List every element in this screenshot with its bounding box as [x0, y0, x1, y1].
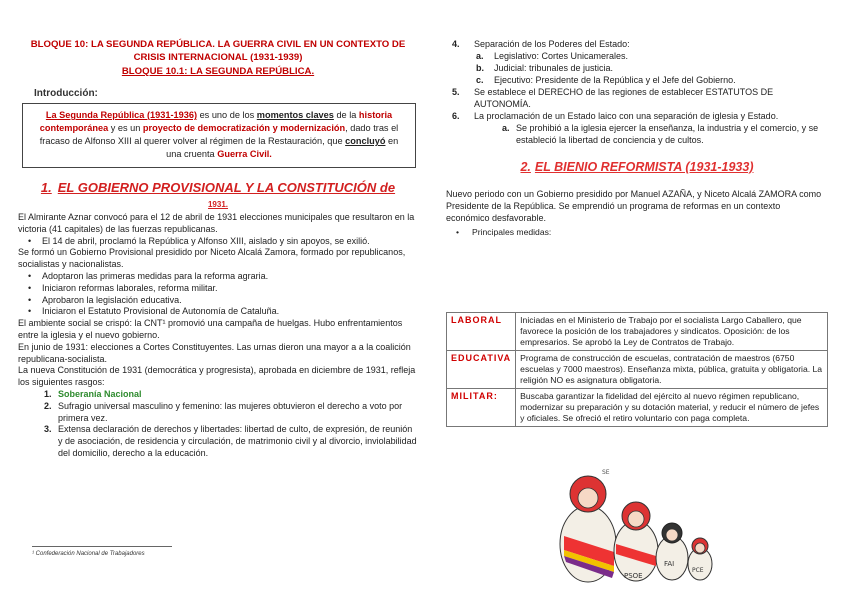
row-label: LABORAL — [447, 313, 516, 351]
title-line-2: CRISIS INTERNACIONAL (1931-1939) — [133, 52, 303, 63]
bullet-education: • Aprobaron la legislación educativa. — [18, 295, 418, 307]
intro-span: en una cruenta — [166, 136, 399, 159]
item-text: Se prohibió a la iglesia ejercer la enseñanza, la industria y el comercio, y se estableció la libertad de conciencia y de cultos. — [516, 123, 819, 145]
item-text: Extensa declaración de derechos y libertades: libertad de culto, de expresión, de reunión y de asociación, de residencia y circulación, de matrimonio civil y al divorcio, inviolabilidad del domicilio, derecho a la educación. — [58, 424, 417, 458]
intro-label: Introducción: — [34, 88, 98, 99]
item-text: Se establece el DERECHO de las regiones de establecer ESTATUTOS DE AUTONOMÍA. — [474, 87, 774, 109]
doll-label: PCE — [692, 567, 704, 574]
section2-number: 2. — [520, 160, 531, 174]
list-subitem — [446, 62, 828, 74]
subtitle: BLOQUE 10.1: LA SEGUNDA REPÚBLICA. — [121, 66, 315, 77]
intro-span: y es un — [108, 123, 143, 133]
section2-title — [446, 160, 828, 174]
footnote-divider — [32, 546, 172, 547]
section1-year: 1931. — [207, 200, 229, 209]
footnote: ¹ Confederación Nacional de Trabajadores — [32, 551, 145, 557]
doll-medium — [614, 502, 658, 581]
item-number: 3. — [44, 424, 52, 435]
item-letter: a. — [476, 51, 484, 61]
doll-label: SE — [602, 469, 610, 476]
constitution-item-1 — [18, 389, 418, 401]
list-subitem — [446, 74, 828, 86]
bullet-main-measures: • Principales medidas: — [446, 227, 828, 237]
list-item — [446, 110, 828, 122]
table-row — [447, 313, 828, 351]
intro-span: , dado tras el fracaso de Alfonso XIII al querer volver al régimen de la Restauración, que — [39, 123, 399, 146]
right-column — [446, 38, 828, 423]
item-number: 5. — [452, 87, 460, 97]
intro-span: proyecto de democratización y modernización — [142, 123, 346, 133]
item-text: Ejecutivo: Presidente de la República y el Jefe del Gobierno. — [494, 75, 736, 85]
intro-span: La Segunda República (1931-1936) — [45, 110, 198, 120]
doll-small — [656, 523, 688, 580]
list-subitem — [446, 50, 828, 62]
row-text: Buscaba garantizar la fidelidad del ejército al nuevo régimen republicano, modernizar su preparación y su dotación material, y reducir el número de jefes y oficiales. Se ofreció el retiro voluntario con paga completa. — [516, 389, 828, 427]
constitution-item-2 — [18, 401, 418, 425]
bullet-agrarian: • Adoptaron las primeras medidas para la reforma agraria. — [18, 271, 418, 283]
section1-title-text: EL GOBIERNO PROVISIONAL Y LA CONSTITUCIÓN de — [57, 180, 396, 195]
paragraph-constitution: La nueva Constitución de 1931 (democrática y progresista), aprobada en diciembre de 1931, refleja los siguientes rasgos: — [18, 365, 416, 388]
item-number: 6. — [452, 111, 460, 121]
item-letter: c. — [476, 75, 484, 85]
item-text: Legislativo: Cortes Unicamerales. — [494, 51, 629, 61]
doll-label: PSOE — [624, 572, 643, 580]
item-text: Sufragio universal masculino y femenino: las mujeres obtuvieron el derecho a voto por primera vez. — [58, 400, 403, 423]
doll-label: FAI — [664, 560, 675, 568]
list-item — [446, 38, 828, 50]
item-letter: b. — [476, 63, 484, 73]
left-column — [18, 38, 418, 460]
constitution-list-continued — [446, 38, 828, 146]
nesting-dolls-illustration — [556, 466, 716, 584]
row-label: EDUCATIVA — [447, 351, 516, 389]
item-number: 4. — [452, 39, 460, 49]
paragraph-june-elections: En junio de 1931: elecciones a Cortes Constituyentes. Las urnas dieron una mayor a a la coalición republicana-socialista. — [18, 341, 411, 364]
paragraph-bienio: Nuevo periodo con un Gobierno presidido por Manuel AZAÑA, y Niceto Alcalá ZAMORA como Presidente de la República. Se emprendió un programa de reformas en un contexto económico desfavorable. — [446, 189, 822, 223]
intro-span: momentos claves — [256, 110, 334, 120]
item-number: 2. — [44, 400, 52, 411]
paragraph-aznar: El Almirante Aznar convocó para el 12 de abril de 1931 elecciones municipales que resultaron en la victoria (41 capitales) de las fuerzas republicanas. — [18, 212, 415, 234]
row-text: Programa de construcción de escuelas, contratación de maestros (6750 escuelas y 7000 maestros). Enseñanza mixta, pública, gratuita y obligatoria. La religión NO es asignatura obligatoria. — [516, 351, 828, 389]
doll-smallest — [688, 538, 712, 580]
table-row — [447, 389, 828, 427]
doll-large — [560, 476, 616, 582]
intro-span: es uno de los — [197, 110, 257, 120]
item-text: Judicial: tribunales de justicia. — [494, 63, 614, 73]
item-text: Separación de los Poderes del Estado: — [474, 39, 630, 49]
bullet-catalonia: • Iniciaron el Estatuto Provisional de Autonomía de Cataluña. — [18, 306, 418, 318]
paragraph-provisional-government: Se formó un Gobierno Provisional presidido por Niceto Alcalá Zamora, formado por republicanos, socialistas y nacionalistas. — [18, 247, 406, 270]
item-text: Soberanía Nacional — [58, 388, 142, 399]
intro-span: concluyó — [345, 136, 386, 146]
intro-box — [22, 103, 416, 168]
row-label: MILITAR: — [447, 389, 516, 427]
item-text: La proclamación de un Estado laico con una separación de iglesia y Estado. — [474, 111, 779, 121]
title-line-1: BLOQUE 10: LA SEGUNDA REPÚBLICA. LA GUERRA CIVIL EN UN CONTEXTO DE — [30, 39, 406, 50]
bullet-proclamation: • El 14 de abril, proclamó la República y Alfonso XIII, aislado y sin apoyos, se exilió. — [18, 236, 418, 248]
section1-title — [18, 180, 418, 196]
intro-span: de la — [333, 110, 359, 120]
intro-span: historia contemporánea — [39, 110, 393, 133]
table-row — [447, 351, 828, 389]
item-number: 1. — [44, 388, 52, 399]
bullet-labor: • Iniciaron reformas laborales, reforma militar. — [18, 283, 418, 295]
intro-span: Guerra Civil. — [217, 149, 272, 159]
section1-number: 1. — [40, 180, 52, 195]
section2-title-text: EL BIENIO REFORMISTA (1931-1933) — [534, 160, 754, 174]
item-letter: a. — [502, 123, 510, 133]
paragraph-social-climate: El ambiente social se crispó: la CNT¹ promovió una campaña de huelgas. Hubo enfrentamientos entre la iglesia y el nuevo gobierno. — [18, 318, 403, 340]
list-item — [446, 86, 828, 110]
row-text: Iniciadas en el Ministerio de Trabajo por el socialista Largo Caballero, que favorece la posición de los trabajadores y sindicatos. Oposición: de los empresarios. Se aprobó la Ley de Contratos de Trabajo. — [516, 313, 828, 351]
list-subitem — [446, 122, 828, 146]
measures-table — [446, 312, 828, 427]
constitution-item-3 — [18, 424, 418, 459]
